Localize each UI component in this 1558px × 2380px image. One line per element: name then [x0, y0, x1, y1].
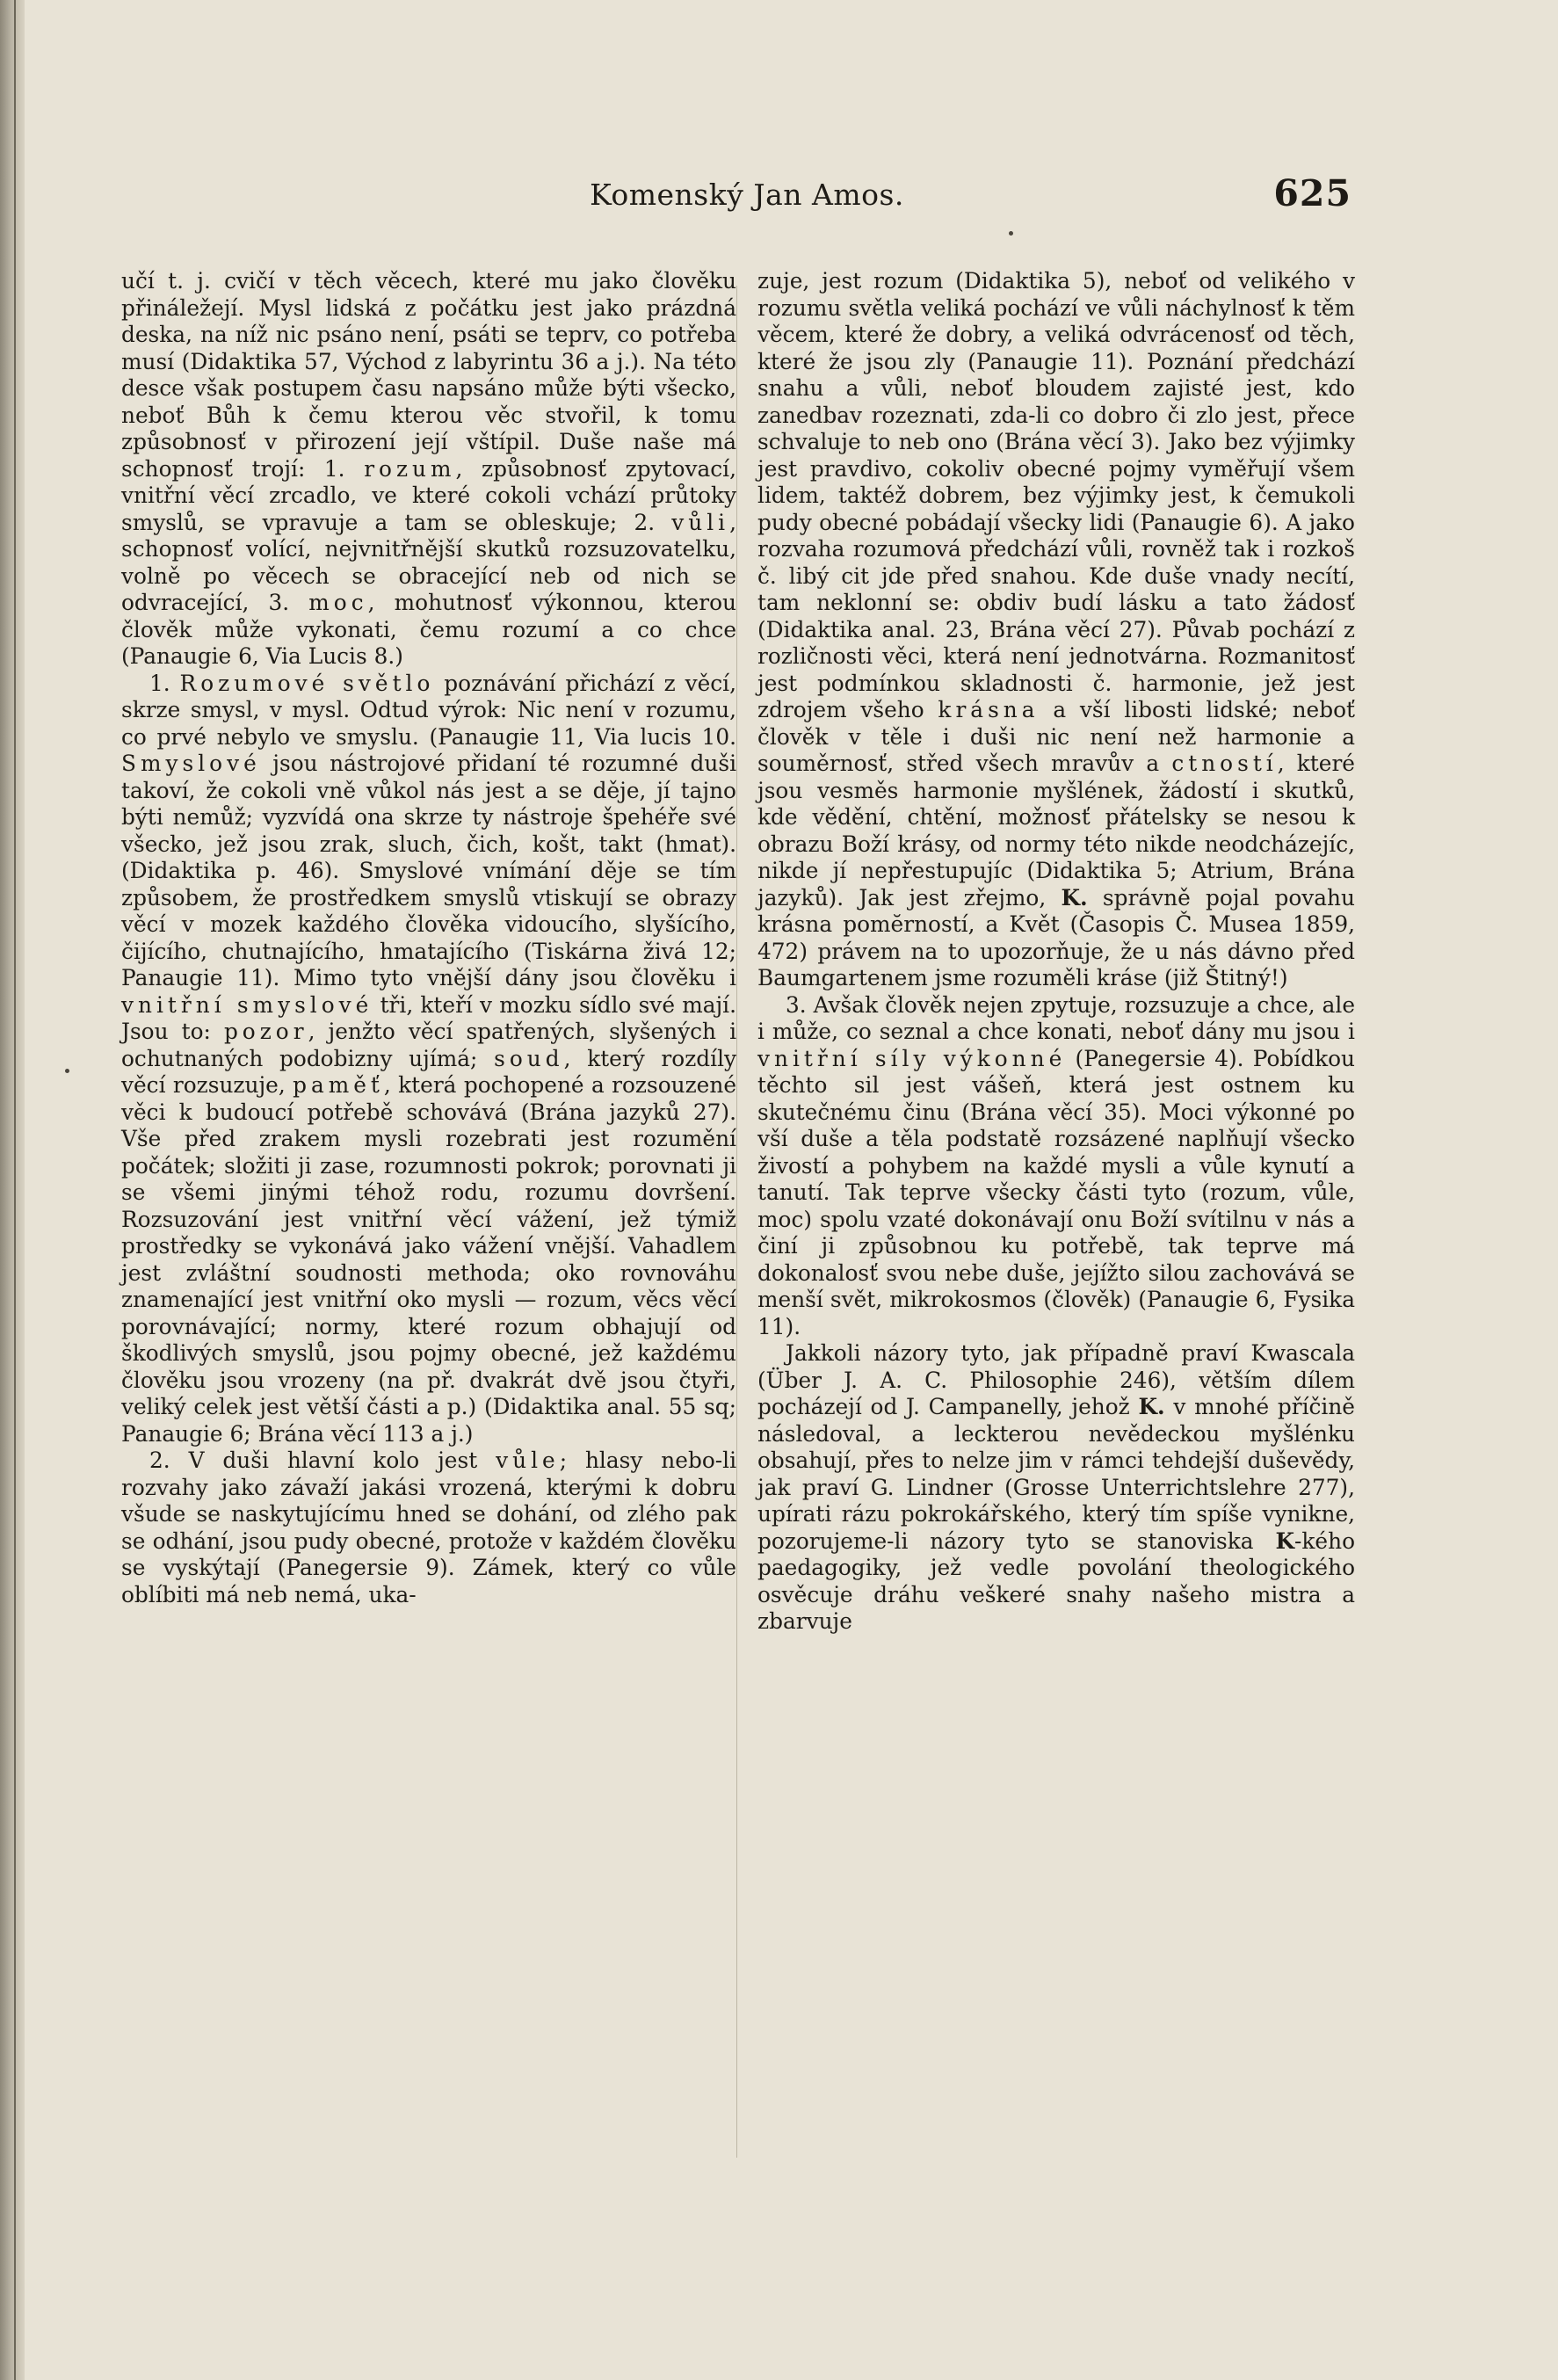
paragraph: zuje, jest rozum (Didaktika 5), neboť od velikého v rozumu světla veliká pochází ve vůli náchylnosť k těm věcem, které že dobry, a veliká odvrácenosť od těch, které že jsou zly (Panaugie 11). Poznání předchází snahu a vůli, neboť bloudem zajisté jest, kdo zanedbav rozeznati, zda-li co dobro či zlo jest, přece schvaluje to neb ono (Brána věcí 3). Jako bez výjimky jest pravdivo, cokoliv obecné pojmy vyměřují všem lidem, taktéž dobrem, bez výjimky jest, k čemukoli pudy obecné pobádají všecky lidi (Panaugie 6). A jako rozvaha rozumová předchází vůli, rovněž tak i rozkoš č. libý cit jde před snahou. Kde duše vnady necítí, tam neklonní se: obdiv budí lásku a tato žádosť (Didaktika anal. 23, Brána věcí 27). Půvab pochází z rozličnosti věci, která není jednotvárna. Rozmanitosť jest podmínkou skladnosti č. harmonie, jež jest zdrojem všeho krásna a vší libosti lidské; neboť člověk v těle i duši nic není než harmonie a souměrnosť, střed všech mravův a ctností, které jsou vesměs harmonie myšlének, žádostí i skutků, kde vědění, chtění, možnosť přátelsky se nesou k obrazu Boží krásy, od normy této nikde neodcházejíc, nikde jí nepřestupujíc (Didaktika 5; Atrium, Brána jazyků). Jak jest zřejmo, K. správně pojal povahu krásna pomĕrností, a Květ (Časopis Č. Musea 1859, 472) právem na to upozorňuje, že u nás dávno před Baumgartenem jsme rozuměli kráse (již Štitný!)	[757, 268, 1356, 990]
emphasis: ctností	[1171, 751, 1278, 776]
emphasis: vůle	[496, 1448, 560, 1473]
column-divider	[736, 286, 737, 2158]
emphasis: soud	[494, 1045, 564, 1071]
print-speck	[1009, 231, 1013, 236]
binding-gutter-line	[14, 0, 16, 2380]
emphasis: vnitřní síly výkonné	[757, 1045, 1067, 1071]
emphasis: Smyslové	[121, 751, 261, 776]
running-header-title: Komenský Jan Amos.	[590, 178, 904, 212]
paragraph: 1. Rozumové světlo poznávání přichází z věcí, skrze smysl, v mysl. Odtud výrok: Nic není v rozumu, co prvé nebylo ve smyslu. (Panaugie 11, Via lucis 10. Smyslové jsou nástrojové přidaní té rozumné duši takoví, že cokoli vně vůkol nás jest a se děje, jí tajno býti nemůž; vyzvídá ona skrze ty nástroje špehéře své všecko, jež jsou zrak, sluch, čich, košt, takt (hmat). (Didaktika p. 46). Smyslové vnímání děje se tím způsobem, že prostředkem smyslů vtiskují se obrazy věcí v mozek každého člověka vidoucího, slyšícího, čijícího, chutnajícího, hmatajícího (Tiskárna živá 12; Panaugie 11). Mimo tyto vnější dány jsou člověku i vnitřní smyslové tři, kteří v mozku sídlo své mají. Jsou to: pozor, jenžto věcí spatřených, slyšených i ochutnaných podobizny ujímá; soud, který rozdíly věcí rozsuzuje, paměť, která pochopené a rozsouzené věci k budoucí potřebě schovává (Brána jazyků 27). Vše před zrakem mysli rozebrati jest rozumění počátek; složiti ji zase, rozumnosti pokrok; porovnati ji se všemi jinými téhož rodu, rozumu dovršení. Rozsuzování jest vnitřní věcí vážení, jež týmiž prostředky se vykonává jako vážení vnější. Vahadlem jest zvláštní soudnosti methoda; oko rovnováhu znamenající jest vnitřní oko mysli — rozum, věcs věcí porovnávající; normy, které rozum obhajují od škodlivých smyslů, jsou pojmy obecné, jež každému člověku jsou vrozeny (na př. dvakrát dvě jsou čtyři, veliký celek jest větší části a p.) (Didaktika anal. 55 sq; Panaugie 6; Brána věcí 113 a j.)	[121, 670, 737, 1447]
page-number: 625	[1273, 172, 1351, 214]
paragraph: 2. V duši hlavní kolo jest vůle; hlasy nebo-li rozvahy jako závaží jakási vrozená, kterými k dobru všude se naskytujícímu hned se dohání, od zlého pak se odhání, jsou pudy obecné, protože v každém člověku se vyskýtají (Panegersie 9). Zámek, který co vůle oblíbiti má neb nemá, uka-	[121, 1448, 736, 1607]
emphasis: vnitřní smyslové	[121, 991, 373, 1018]
book-binding-edge	[0, 0, 25, 2380]
paragraph: 3. Avšak člověk nejen zpytuje, rozsuzuje a chce, ale i může, co seznal a chce konati, neboť dány mu jsou i vnitřní síly výkonné (Panegersie 4). Pobídkou těchto sil jest vášeň, která jest ostnem ku skutečnému činu (Brána věcí 35). Moci výkonné po vší duše a těla podstatě rozsázené naplňují všecko živostí a pohybem na každé mysli a vůle kynutí a tanutí. Tak teprve všecky části tyto (rozum, vůle, moc) spolu vzaté dokonávají onu Boží svítilnu v nás a činí ji způsobnou ku potřebě, tak teprve má dokonalosť svou nebe duše, jejížto silou zachovává se menší svět, mikrokosmos (člověk) (Panaugie 6, Fysika 11).	[757, 991, 1355, 1339]
emphasis: krásna	[938, 697, 1040, 722]
paragraph: Jakkoli názory tyto, jak případně praví Kwascala (Über J. A. C. Philosophie 246), větším dílem pocházejí od J. Campanelly, jehož K. v mnohé příčině následoval, a leckterou nevědeckou myšlénku obsahují, přes to nelze jim v rámci tehdejší duševědy, jak praví G. Lindner (Grosse Unterrichtslehre 277), upírati rázu pokrokářského, který tím spíše vynikne, pozorujeme-li názory tyto se stanoviska K-kého paedagogiky, jež vedle povolání theologického osvěcuje dráhu veškeré snahy našeho mistra a zbarvuje	[757, 1340, 1355, 1634]
emphasis: pozor	[223, 1019, 308, 1044]
emphasis: Rozumové světlo	[179, 670, 435, 696]
emphasis: rozum	[364, 455, 456, 482]
author-abbreviation: K.	[1138, 1394, 1165, 1419]
author-abbreviation: K	[1275, 1527, 1295, 1554]
emphasis: vůli	[671, 509, 730, 535]
print-speck	[65, 1069, 69, 1073]
emphasis: moc	[308, 590, 368, 615]
emphasis: paměť	[293, 1072, 384, 1098]
paragraph: učí t. j. cvičí v těch věcech, které mu jako člověku přináležejí. Mysl lidská z počátku jest jako prázdná deska, na níž nic psáno není, psáti se teprv, co potřeba musí (Didaktika 57, Východ z labyrintu 36 a j.). Na této desce však postupem času napsáno může býti všecko, neboť Bůh k čemu kterou věc stvořil, k tomu způsobnosť v přirození její vštípil. Duše naše má schopnosť trojí: 1. rozum, způsobnosť zpytovací, vnitřní věcí zrcadlo, ve které cokoli vchází průtoky smyslů, se vpravuje a tam se obleskuje; 2. vůli, schopnosť volící, nejvnitřnější skutků rozsuzovatelku, volně po věcech se obracející neb od nich se odvracející, 3. moc, mohutnosť výkonnou, kterou člověk může vykonati, čemu rozumí a co chce (Panaugie 6, Via Lucis 8.)	[121, 268, 736, 669]
right-column	[757, 268, 1355, 1636]
author-abbreviation: K.	[1061, 884, 1088, 911]
left-column	[121, 268, 736, 1608]
